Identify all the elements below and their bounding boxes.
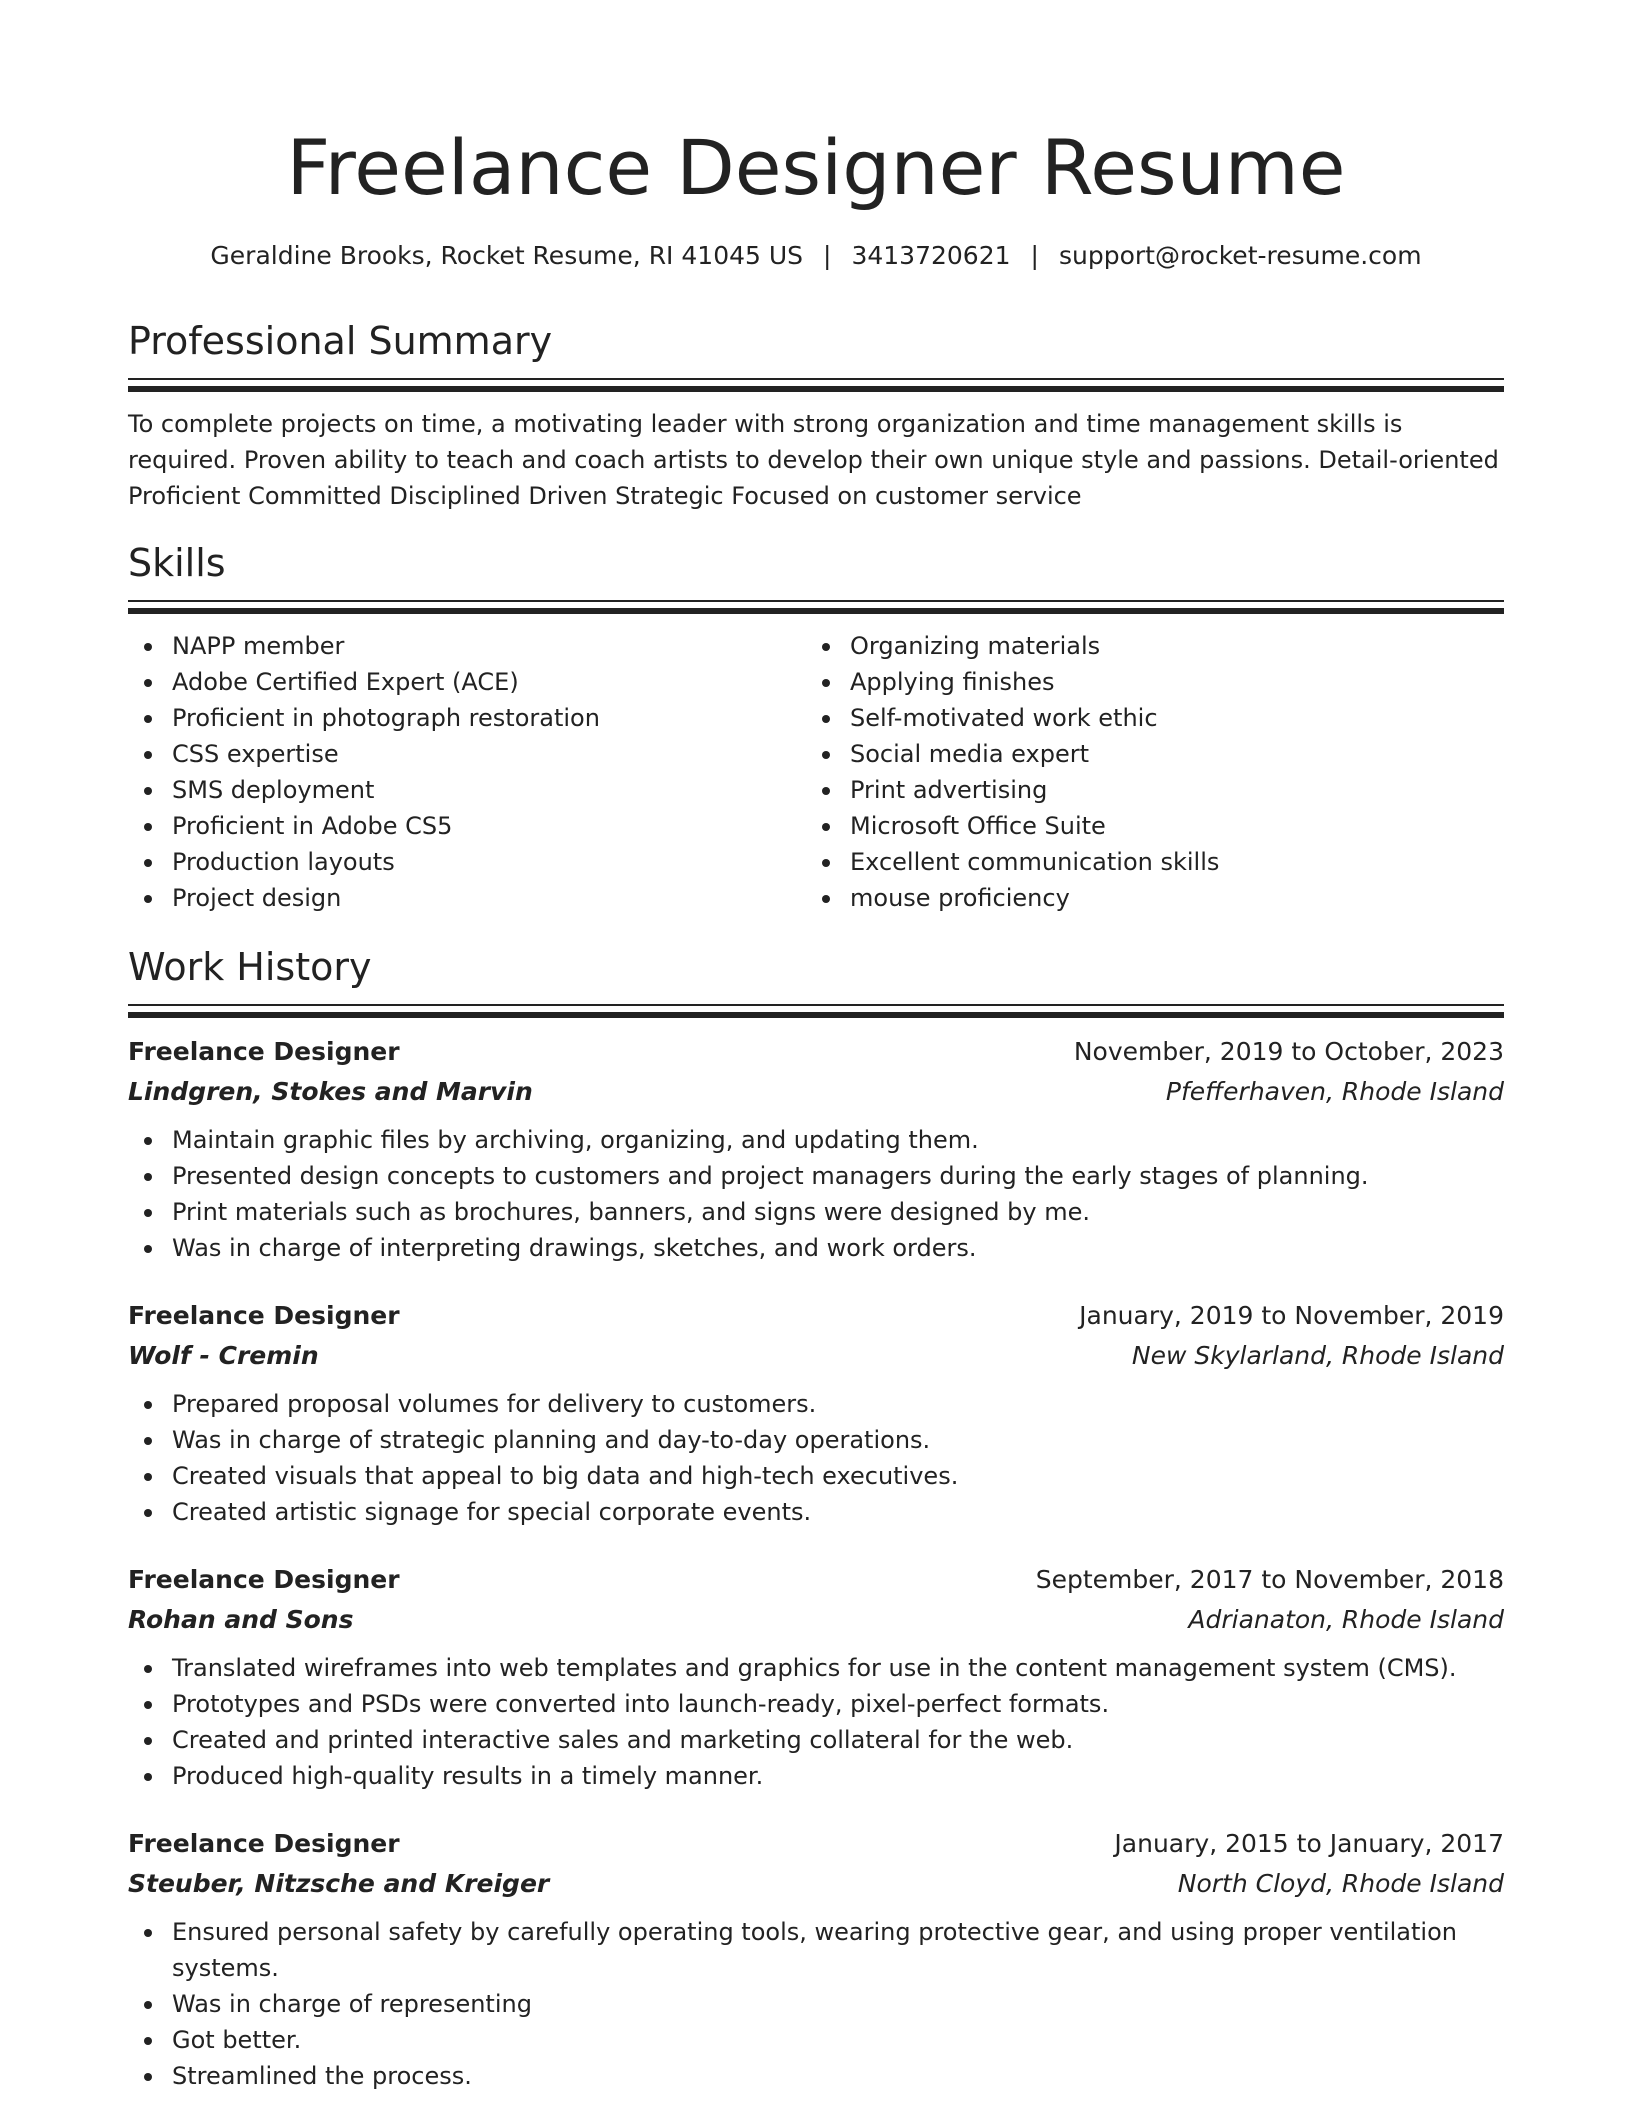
job-location: Adrianaton, Rhode Island	[1188, 1605, 1504, 1634]
job-dates: January, 2015 to January, 2017	[1114, 1829, 1504, 1858]
job-bullet: Prototypes and PSDs were converted into launch-ready, pixel-perfect formats.	[128, 1686, 1504, 1722]
job-dates: September, 2017 to November, 2018	[1035, 1565, 1504, 1594]
job-employer-row	[128, 1864, 1504, 1904]
job-bullet: Got better.	[128, 2022, 1504, 2058]
skill-item: Project design	[128, 880, 806, 916]
job-bullet: Print materials such as brochures, banners, and signs were designed by me.	[128, 1194, 1504, 1230]
job-bullet: Produced high-quality results in a timely manner.	[128, 1758, 1504, 1794]
section-divider-thick	[128, 386, 1504, 392]
job-employer-row	[128, 1072, 1504, 1112]
job-header-row	[128, 1560, 1504, 1600]
job-bullet: Created visuals that appeal to big data and high-tech executives.	[128, 1458, 1504, 1494]
job-bullet: Maintain graphic files by archiving, organizing, and updating them.	[128, 1122, 1504, 1158]
skill-item: NAPP member	[128, 628, 806, 664]
section-divider	[128, 600, 1504, 602]
job-entry	[128, 1296, 1504, 1530]
job-title: Freelance Designer	[128, 1037, 400, 1066]
job-entry	[128, 1560, 1504, 1794]
job-location: Pfefferhaven, Rhode Island	[1165, 1077, 1504, 1106]
job-bullet: Was in charge of interpreting drawings, sketches, and work orders.	[128, 1230, 1504, 1266]
job-bullet: Ensured personal safety by carefully operating tools, wearing protective gear, and using proper ventilation systems.	[128, 1914, 1504, 1986]
job-employer: Steuber, Nitzsche and Kreiger	[128, 1869, 550, 1898]
skills-section	[128, 538, 1504, 916]
skill-item: Social media expert	[806, 736, 1484, 772]
job-bullet: Streamlined the process.	[128, 2058, 1504, 2094]
skill-item: Adobe Certified Expert (ACE)	[128, 664, 806, 700]
skill-item: Proficient in photograph restoration	[128, 700, 806, 736]
skill-item: Excellent communication skills	[806, 844, 1484, 880]
job-bullet: Prepared proposal volumes for delivery to customers.	[128, 1386, 1504, 1422]
skill-item: CSS expertise	[128, 736, 806, 772]
job-entry	[128, 1824, 1504, 2094]
skill-item: Print advertising	[806, 772, 1484, 808]
job-employer-row	[128, 1600, 1504, 1640]
contact-separator: |	[1030, 241, 1039, 270]
job-bullets	[128, 1386, 1504, 1530]
job-employer: Lindgren, Stokes and Marvin	[128, 1077, 533, 1106]
job-employer: Wolf - Cremin	[128, 1341, 319, 1370]
job-location: New Skylarland, Rhode Island	[1131, 1341, 1504, 1370]
job-title: Freelance Designer	[128, 1829, 400, 1858]
resume-title: Freelance Designer Resume	[286, 123, 1346, 212]
job-bullet: Created and printed interactive sales and marketing collateral for the web.	[128, 1722, 1504, 1758]
job-bullet: Translated wireframes into web templates and graphics for use in the content management system (CMS).	[128, 1650, 1504, 1686]
job-title: Freelance Designer	[128, 1565, 400, 1594]
job-employer: Rohan and Sons	[128, 1605, 354, 1634]
contact-email: support@rocket-resume.com	[1058, 241, 1422, 270]
job-entry	[128, 1032, 1504, 1266]
job-bullet: Created artistic signage for special corporate events.	[128, 1494, 1504, 1530]
work-history-heading: Work History	[128, 945, 372, 989]
job-location: North Cloyd, Rhode Island	[1177, 1869, 1504, 1898]
job-bullets	[128, 1914, 1504, 2094]
skills-list-left	[128, 628, 806, 916]
contact-name-address: Geraldine Brooks, Rocket Resume, RI 41045 US	[210, 241, 804, 270]
work-history-section	[128, 942, 1504, 2094]
summary-heading: Professional Summary	[128, 319, 553, 363]
skills-heading: Skills	[128, 541, 226, 585]
skills-columns	[128, 628, 1504, 916]
skill-item: Applying finishes	[806, 664, 1484, 700]
contact-separator: |	[823, 241, 832, 270]
skill-item: Self-motivated work ethic	[806, 700, 1484, 736]
contact-line	[128, 238, 1504, 274]
job-header-row	[128, 1296, 1504, 1336]
job-dates: November, 2019 to October, 2023	[1073, 1037, 1504, 1066]
skill-item: mouse proficiency	[806, 880, 1484, 916]
skill-item: Proficient in Adobe CS5	[128, 808, 806, 844]
skill-item: SMS deployment	[128, 772, 806, 808]
job-bullets	[128, 1650, 1504, 1794]
contact-phone: 3413720621	[851, 241, 1011, 270]
skill-item: Microsoft Office Suite	[806, 808, 1484, 844]
job-bullet: Was in charge of strategic planning and day-to-day operations.	[128, 1422, 1504, 1458]
skill-item: Production layouts	[128, 844, 806, 880]
section-divider-thick	[128, 608, 1504, 614]
summary-section	[128, 316, 1504, 514]
job-bullet: Presented design concepts to customers and project managers during the early stages of planning.	[128, 1158, 1504, 1194]
job-title: Freelance Designer	[128, 1301, 400, 1330]
section-divider	[128, 1004, 1504, 1006]
job-header-row	[128, 1824, 1504, 1864]
section-divider-thick	[128, 1012, 1504, 1018]
summary-text: To complete projects on time, a motivating leader with strong organization and time management skills is required. Proven ability to teach and coach artists to develop their own unique style and passions. Detail-oriented Proficient Committed Disciplined Driven Strategic Focused on customer service	[128, 410, 1499, 510]
skill-item: Organizing materials	[806, 628, 1484, 664]
job-employer-row	[128, 1336, 1504, 1376]
job-dates: January, 2019 to November, 2019	[1079, 1301, 1504, 1330]
job-bullet: Was in charge of representing	[128, 1986, 1504, 2022]
job-header-row	[128, 1032, 1504, 1072]
skills-list-right	[806, 628, 1484, 916]
job-bullets	[128, 1122, 1504, 1266]
section-divider	[128, 378, 1504, 380]
